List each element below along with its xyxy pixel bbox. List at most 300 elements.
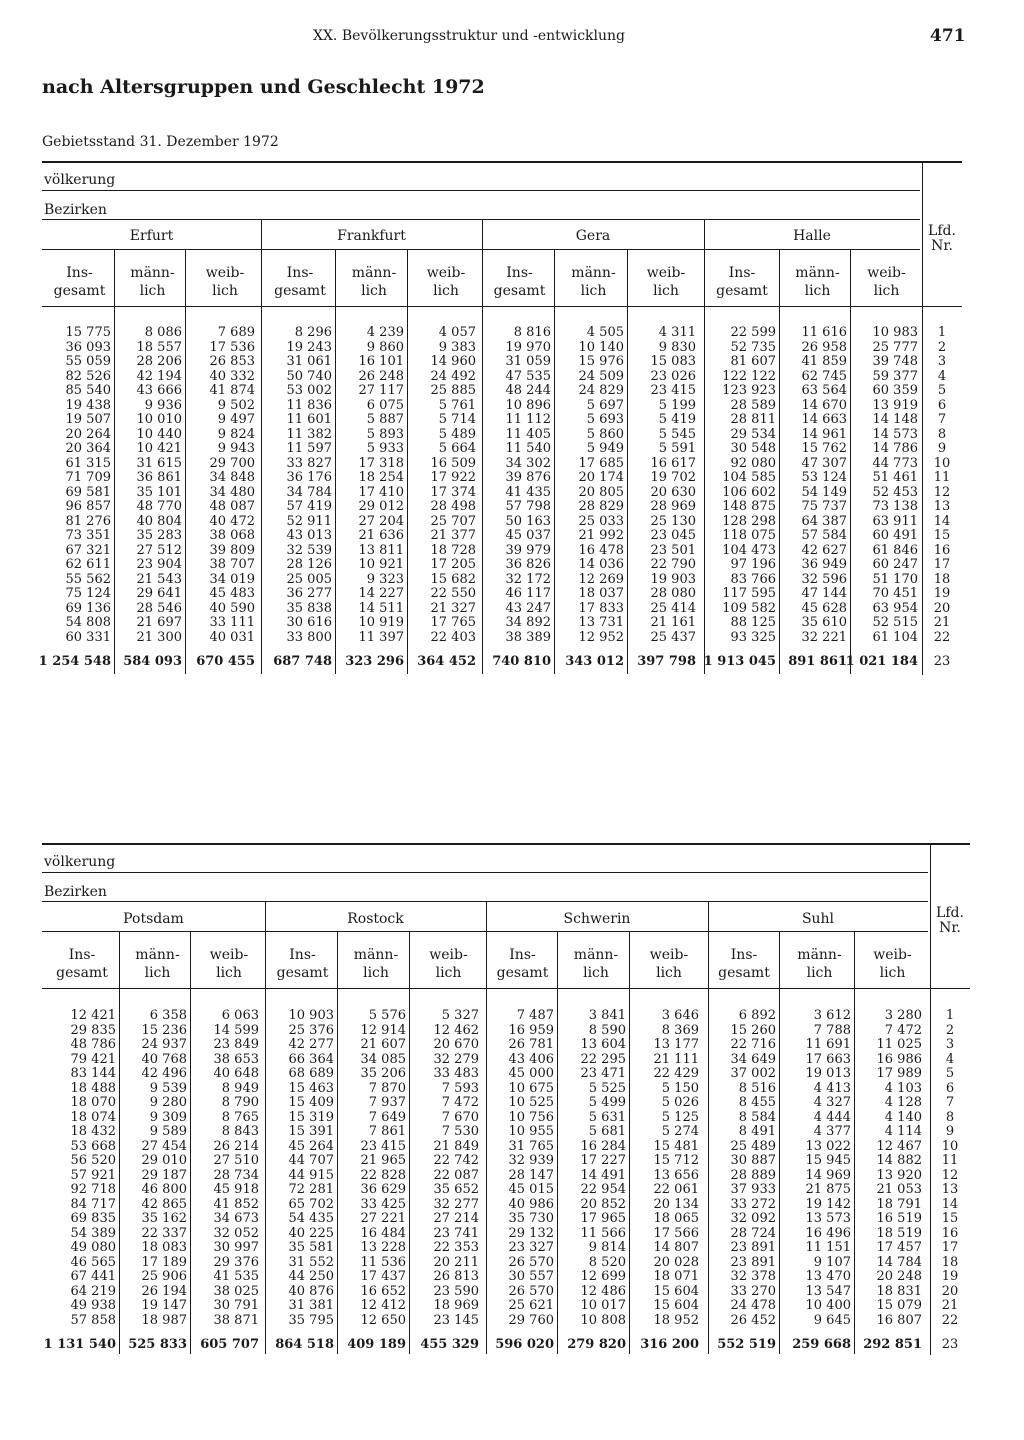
data-column xyxy=(122,1009,187,1328)
table-cell: 7 861 xyxy=(368,1124,406,1139)
table-cell: 12 462 xyxy=(433,1022,479,1038)
table-cell: 23 891 xyxy=(730,1254,776,1270)
table-cell: 33 800 xyxy=(286,629,332,645)
total-cell: 455 329 xyxy=(420,1337,479,1352)
table-cell: 22 828 xyxy=(360,1167,406,1183)
table-cell: 13 177 xyxy=(653,1037,699,1052)
table-cell: 46 117 xyxy=(505,586,551,601)
table-cell: 40 804 xyxy=(136,513,182,529)
table-cell: 52 735 xyxy=(730,339,776,355)
page-number: 471 xyxy=(930,26,966,46)
table-cell: 32 279 xyxy=(433,1051,479,1067)
table-cell: 63 954 xyxy=(872,600,918,616)
table-cell: 14 227 xyxy=(358,586,404,601)
lfd-nr-cell: 22 xyxy=(941,1312,959,1328)
table-cell: 15 775 xyxy=(65,325,111,340)
table-cell: 11 836 xyxy=(286,397,332,413)
table-cell: 20 805 xyxy=(578,484,624,500)
column-header-line: lich xyxy=(144,965,171,981)
table-cell: 33 270 xyxy=(730,1283,776,1299)
table-cell: 23 590 xyxy=(433,1283,479,1299)
table-cell: 8 843 xyxy=(221,1124,259,1139)
table-cell: 12 699 xyxy=(580,1269,626,1284)
table-cell: 23 415 xyxy=(650,383,696,398)
table-cell: 23 904 xyxy=(136,557,182,572)
table-cell: 25 414 xyxy=(650,600,696,616)
table-cell: 29 010 xyxy=(141,1153,187,1168)
column-header-line: lich xyxy=(361,283,387,299)
table-cell: 3 646 xyxy=(661,1008,699,1023)
table-cell: 18 987 xyxy=(141,1312,187,1328)
table-cell: 18 488 xyxy=(70,1080,116,1096)
table-cell: 25 777 xyxy=(872,339,918,355)
table-cell: 31 615 xyxy=(136,455,182,471)
data-column xyxy=(857,1009,922,1328)
column-header-line: männ- xyxy=(353,947,399,963)
column-header xyxy=(853,264,920,300)
lfd-nr-cell: 18 xyxy=(941,1254,959,1270)
lfd-nr-cell: 17 xyxy=(941,1240,959,1255)
table-cell: 8 369 xyxy=(661,1022,699,1038)
table-cell: 9 539 xyxy=(149,1080,187,1096)
table-cell: 17 457 xyxy=(876,1240,922,1255)
total-cell: 292 851 xyxy=(863,1337,922,1352)
table-cell: 5 714 xyxy=(438,412,476,427)
table-cell: 10 955 xyxy=(508,1124,554,1139)
table-cell: 11 691 xyxy=(805,1037,851,1052)
lfd-nr-cell: 21 xyxy=(941,1298,959,1313)
table-cell: 19 142 xyxy=(805,1196,851,1212)
column-header-line: weib- xyxy=(646,265,686,281)
table-cell: 29 012 xyxy=(358,499,404,514)
table-cell: 69 835 xyxy=(70,1211,116,1226)
table-cell: 40 648 xyxy=(213,1066,259,1081)
table-cell: 43 013 xyxy=(286,528,332,543)
table-cell: 83 144 xyxy=(70,1066,116,1081)
table-cell: 30 887 xyxy=(730,1153,776,1168)
lfd-nr-cell: 13 xyxy=(941,1182,959,1197)
table-cell: 117 595 xyxy=(722,586,776,601)
lfd-nr-cell: 17 xyxy=(933,557,951,572)
table-cell: 18 071 xyxy=(653,1269,699,1284)
total-cell: 1 131 540 xyxy=(43,1337,116,1352)
table-cell: 28 724 xyxy=(730,1225,776,1241)
table-cell: 16 101 xyxy=(358,354,404,369)
table-cell: 15 762 xyxy=(801,441,847,456)
table-cell: 81 607 xyxy=(730,354,776,369)
table-cell: 12 914 xyxy=(360,1022,406,1038)
data-column xyxy=(485,1009,554,1328)
lfd-nr-header-line: Nr. xyxy=(931,238,953,254)
table-cell: 45 264 xyxy=(288,1138,334,1154)
table-cell: 14 511 xyxy=(358,600,404,616)
total-cell: 687 748 xyxy=(273,654,332,669)
table-cell: 42 865 xyxy=(141,1196,187,1212)
table-cell: 25 376 xyxy=(288,1022,334,1038)
table-cell: 39 876 xyxy=(505,470,551,485)
data-column xyxy=(42,1009,116,1328)
table-cell: 21 992 xyxy=(578,528,624,543)
table-cell: 28 147 xyxy=(508,1167,554,1183)
total-cell: 596 020 xyxy=(495,1337,554,1352)
running-head: XX. Bevölkerungsstruktur und -entwicklung xyxy=(313,28,626,44)
table-cell: 10 903 xyxy=(288,1008,334,1023)
table-cell: 33 425 xyxy=(360,1196,406,1212)
table-cell: 15 083 xyxy=(650,354,696,369)
table-cell: 7 937 xyxy=(368,1095,406,1110)
table-cell: 51 170 xyxy=(872,571,918,587)
table-cell: 40 031 xyxy=(209,629,255,645)
table-cell: 20 264 xyxy=(65,426,111,442)
table-cell: 19 702 xyxy=(650,470,696,485)
table-cell: 5 933 xyxy=(366,441,404,456)
table-cell: 29 132 xyxy=(508,1225,554,1241)
table-cell: 35 101 xyxy=(136,484,182,500)
table-cell: 83 766 xyxy=(730,571,776,587)
table-cell: 17 663 xyxy=(805,1051,851,1067)
table-cell: 73 351 xyxy=(65,528,111,543)
total-cell: 864 518 xyxy=(275,1337,334,1352)
table-cell: 34 085 xyxy=(360,1051,406,1067)
table-cell: 14 491 xyxy=(580,1167,626,1183)
column-header-line: lich xyxy=(212,283,238,299)
table-cell: 48 786 xyxy=(70,1037,116,1052)
table-cell: 39 979 xyxy=(505,542,551,558)
table-cell: 4 114 xyxy=(884,1124,922,1139)
table-cell: 10 919 xyxy=(358,615,404,630)
column-header-line: männ- xyxy=(573,947,619,963)
table-cell: 15 945 xyxy=(805,1153,851,1168)
table-cell: 47 307 xyxy=(801,455,847,471)
column-header-line: lich xyxy=(806,965,833,981)
table-cell: 57 798 xyxy=(505,499,551,514)
table-cell: 17 318 xyxy=(358,455,404,471)
total-cell: 1 913 045 xyxy=(703,654,776,669)
table-cell: 97 196 xyxy=(730,557,776,572)
table-cell: 23 145 xyxy=(433,1312,479,1328)
table-cell: 10 140 xyxy=(578,339,624,355)
table-cell: 64 387 xyxy=(801,513,847,529)
table-cell: 65 702 xyxy=(288,1196,334,1212)
column-header-line: Ins- xyxy=(66,265,93,281)
table-cell: 22 550 xyxy=(430,586,476,601)
table-cell: 5 026 xyxy=(661,1095,699,1110)
region-header-halle: Halle xyxy=(793,228,831,244)
table-cell: 13 547 xyxy=(805,1283,851,1299)
lfd-nr-cell: 6 xyxy=(937,397,947,413)
table-cell: 21 327 xyxy=(430,600,476,616)
column-header-line: lich xyxy=(139,283,166,299)
table-cell: 6 063 xyxy=(221,1008,259,1023)
table-cell: 54 389 xyxy=(70,1225,116,1241)
table-cell: 71 709 xyxy=(65,470,111,485)
table-cell: 20 852 xyxy=(580,1196,626,1212)
data-column xyxy=(42,326,111,645)
table-cell: 60 247 xyxy=(872,557,918,572)
table-cell: 31 381 xyxy=(288,1298,334,1313)
lfd-nr-cell: 12 xyxy=(941,1167,959,1183)
table-cell: 41 859 xyxy=(801,354,847,369)
table-cell: 64 219 xyxy=(70,1283,116,1299)
table-cell: 73 138 xyxy=(872,499,918,514)
table-cell: 29 534 xyxy=(730,426,776,442)
table-cell: 16 509 xyxy=(430,455,476,471)
table-cell: 14 036 xyxy=(578,557,624,572)
table-cell: 17 765 xyxy=(430,615,476,630)
table-cell: 13 573 xyxy=(805,1211,851,1226)
table-cell: 9 943 xyxy=(217,441,255,456)
column-header-line: lich xyxy=(433,283,459,299)
table-cell: 55 562 xyxy=(65,571,111,587)
table-cell: 22 061 xyxy=(653,1182,699,1197)
lfd-nr-cell: 4 xyxy=(937,368,947,384)
table-cell: 5 591 xyxy=(658,441,696,456)
column-header-line: weib- xyxy=(205,265,245,281)
table-cell: 10 921 xyxy=(358,557,404,572)
table-top-rule xyxy=(42,843,970,845)
table-cell: 8 816 xyxy=(513,325,551,340)
table-cell: 29 187 xyxy=(141,1167,187,1183)
table-cell: 54 149 xyxy=(801,484,847,500)
table-cell: 11 536 xyxy=(360,1254,406,1270)
data-column xyxy=(853,326,918,645)
lfd-nr-cell: 19 xyxy=(933,586,951,601)
table-cell: 57 584 xyxy=(801,528,847,543)
data-column xyxy=(557,326,624,645)
table-cell: 21 875 xyxy=(805,1182,851,1197)
table-cell: 13 811 xyxy=(358,542,404,558)
column-header-line: männ- xyxy=(130,265,175,281)
table-cell: 23 415 xyxy=(360,1138,406,1154)
total-cell: 343 012 xyxy=(565,654,624,669)
table-cell: 29 641 xyxy=(136,586,182,601)
table-cell: 6 075 xyxy=(366,397,404,413)
table-cell: 8 086 xyxy=(144,325,182,340)
total-cell: 605 707 xyxy=(200,1337,259,1352)
column-divider xyxy=(114,249,115,674)
table-cell: 54 435 xyxy=(288,1211,334,1226)
column-header-line: Ins- xyxy=(509,947,536,963)
table-cell: 79 421 xyxy=(70,1051,116,1067)
table-cell: 70 451 xyxy=(872,586,918,601)
table-cell: 59 377 xyxy=(872,368,918,384)
table-cell: 19 438 xyxy=(65,397,111,413)
table-cell: 15 604 xyxy=(653,1283,699,1299)
table-cell: 7 788 xyxy=(813,1022,851,1038)
table-cell: 12 467 xyxy=(876,1138,922,1154)
table-cell: 34 892 xyxy=(505,615,551,630)
column-header-line: lich xyxy=(656,965,682,981)
table-cell: 26 570 xyxy=(508,1254,554,1270)
table-cell: 7 649 xyxy=(368,1109,406,1125)
table-cell: 46 565 xyxy=(70,1254,116,1270)
table-cell: 40 876 xyxy=(288,1283,334,1299)
table-cell: 4 377 xyxy=(813,1124,851,1139)
table-cell: 53 002 xyxy=(286,383,332,398)
table-cell: 38 068 xyxy=(209,528,255,543)
column-header xyxy=(193,946,265,982)
table-cell: 32 172 xyxy=(505,571,551,587)
table-cell: 33 272 xyxy=(730,1196,776,1212)
table-cell: 9 502 xyxy=(217,397,255,413)
table-cell: 8 590 xyxy=(588,1022,626,1038)
table-cell: 10 675 xyxy=(508,1080,554,1096)
column-divider xyxy=(627,249,628,674)
table-title: nach Altersgruppen und Geschlecht 1972 xyxy=(42,76,485,98)
table-cell: 45 037 xyxy=(505,528,551,543)
table-cell: 9 814 xyxy=(588,1240,626,1255)
lfd-nr-cell: 14 xyxy=(941,1196,959,1212)
table-cell: 32 221 xyxy=(801,629,847,645)
table-cell: 20 174 xyxy=(578,470,624,485)
table-cell: 5 199 xyxy=(658,397,696,413)
table-cell: 21 636 xyxy=(358,528,404,543)
table-cell: 10 808 xyxy=(580,1312,626,1328)
table-cell: 17 374 xyxy=(430,484,476,500)
table-cell: 11 566 xyxy=(580,1225,626,1241)
table-cell: 4 413 xyxy=(813,1080,851,1096)
table-cell: 75 124 xyxy=(65,586,111,601)
total-cell: 1 021 184 xyxy=(845,654,918,669)
table-cell: 35 652 xyxy=(433,1182,479,1197)
region-header-schwerin: Schwerin xyxy=(563,911,631,927)
table-cell: 11 601 xyxy=(286,412,332,427)
column-header-line: gesamt xyxy=(716,283,768,299)
table-cell: 109 582 xyxy=(722,600,776,616)
lfd-nr-cell: 9 xyxy=(937,441,947,456)
column-header-line: weib- xyxy=(426,265,466,281)
table-cell: 11 025 xyxy=(876,1037,922,1052)
total-cell: 1 254 548 xyxy=(38,654,111,669)
table-cell: 24 492 xyxy=(430,368,476,384)
table-cell: 32 378 xyxy=(730,1269,776,1284)
table-cell: 29 376 xyxy=(213,1254,259,1270)
column-header-line: Ins- xyxy=(506,265,533,281)
table-cell: 5 693 xyxy=(586,412,624,427)
table-cell: 3 280 xyxy=(884,1008,922,1023)
table-cell: 43 666 xyxy=(136,383,182,398)
table-cell: 5 887 xyxy=(366,412,404,427)
column-header xyxy=(410,264,482,300)
table-cell: 45 015 xyxy=(508,1182,554,1197)
table-cell: 40 472 xyxy=(209,513,255,529)
column-divider xyxy=(409,931,410,1354)
table-cell: 26 570 xyxy=(508,1283,554,1299)
data-column xyxy=(193,1009,259,1328)
table-cell: 30 791 xyxy=(213,1298,259,1313)
table-cell: 14 663 xyxy=(801,412,847,427)
table-cell: 35 610 xyxy=(801,615,847,630)
table-cell: 36 176 xyxy=(286,470,332,485)
column-divider xyxy=(779,249,780,674)
table-cell: 67 321 xyxy=(65,542,111,558)
column-header-line: gesamt xyxy=(274,283,326,299)
table-cell: 69 581 xyxy=(65,484,111,500)
table-cell: 60 359 xyxy=(872,383,918,398)
column-header-line: weib- xyxy=(429,947,468,963)
table-cell: 28 498 xyxy=(430,499,476,514)
table-cell: 12 412 xyxy=(360,1298,406,1313)
table-cell: 34 673 xyxy=(213,1211,259,1226)
table-cell: 14 599 xyxy=(213,1022,259,1038)
table-cell: 10 400 xyxy=(805,1298,851,1313)
table-cell: 34 019 xyxy=(209,571,255,587)
table-cell: 8 516 xyxy=(738,1080,776,1096)
column-header-line: lich xyxy=(653,283,679,299)
table-cell: 13 656 xyxy=(653,1167,699,1183)
table-cell: 25 621 xyxy=(508,1298,554,1313)
region-header-frankfurt: Frankfurt xyxy=(337,228,406,244)
header-rule-1 xyxy=(42,190,920,191)
table-cell: 13 919 xyxy=(872,397,918,413)
table-cell: 18 254 xyxy=(358,470,404,485)
table-cell: 5 681 xyxy=(588,1124,626,1139)
column-divider xyxy=(337,931,338,1354)
total-cell: 525 833 xyxy=(128,1337,187,1352)
table-cell: 26 452 xyxy=(730,1312,776,1328)
table-cell: 23 327 xyxy=(508,1240,554,1255)
table-cell: 15 260 xyxy=(730,1022,776,1038)
table-cell: 24 937 xyxy=(141,1037,187,1052)
table-cell: 9 309 xyxy=(149,1109,187,1125)
table-cell: 22 954 xyxy=(580,1182,626,1197)
table-cell: 60 331 xyxy=(65,629,111,645)
table-cell: 23 741 xyxy=(433,1225,479,1241)
column-header xyxy=(188,264,262,300)
table-cell: 4 128 xyxy=(884,1095,922,1110)
table-cell: 13 228 xyxy=(360,1240,406,1255)
data-column xyxy=(340,1009,406,1328)
column-divider xyxy=(629,931,630,1354)
column-header-line: gesamt xyxy=(56,965,108,981)
table-cell: 63 564 xyxy=(801,383,847,398)
column-header-line: weib- xyxy=(649,947,689,963)
table-cell: 5 150 xyxy=(661,1080,699,1096)
table-cell: 10 525 xyxy=(508,1095,554,1110)
table-cell: 34 649 xyxy=(730,1051,776,1067)
column-divider xyxy=(850,249,851,674)
table-cell: 15 463 xyxy=(288,1080,334,1096)
table-cell: 8 455 xyxy=(738,1095,776,1110)
table-cell: 16 496 xyxy=(805,1225,851,1241)
table-cell: 28 889 xyxy=(730,1167,776,1183)
lfd-nr-header-line: Nr. xyxy=(939,920,961,936)
table-cell: 17 833 xyxy=(578,600,624,616)
table-cell: 35 730 xyxy=(508,1211,554,1226)
data-column xyxy=(412,1009,479,1328)
table-cell: 4 505 xyxy=(586,325,624,340)
table-cell: 35 838 xyxy=(286,600,332,616)
table-cell: 10 017 xyxy=(580,1298,626,1313)
table-cell: 32 277 xyxy=(433,1196,479,1212)
table-cell: 17 922 xyxy=(430,470,476,485)
table-cell: 10 421 xyxy=(136,441,182,456)
data-column xyxy=(482,326,551,645)
table-cell: 7 870 xyxy=(368,1080,406,1096)
table-cell: 41 852 xyxy=(213,1196,259,1212)
table-cell: 45 918 xyxy=(213,1182,259,1197)
table-cell: 12 421 xyxy=(70,1008,116,1023)
table-cell: 5 664 xyxy=(438,441,476,456)
table-cell: 11 540 xyxy=(505,441,551,456)
table-cell: 48 087 xyxy=(209,499,255,514)
table-cell: 19 013 xyxy=(805,1066,851,1081)
lfd-nr-cell: 15 xyxy=(941,1211,959,1226)
table-cell: 22 599 xyxy=(730,325,776,340)
table-cell: 14 148 xyxy=(872,412,918,427)
table-cell: 5 489 xyxy=(438,426,476,442)
data-column xyxy=(782,1009,851,1328)
